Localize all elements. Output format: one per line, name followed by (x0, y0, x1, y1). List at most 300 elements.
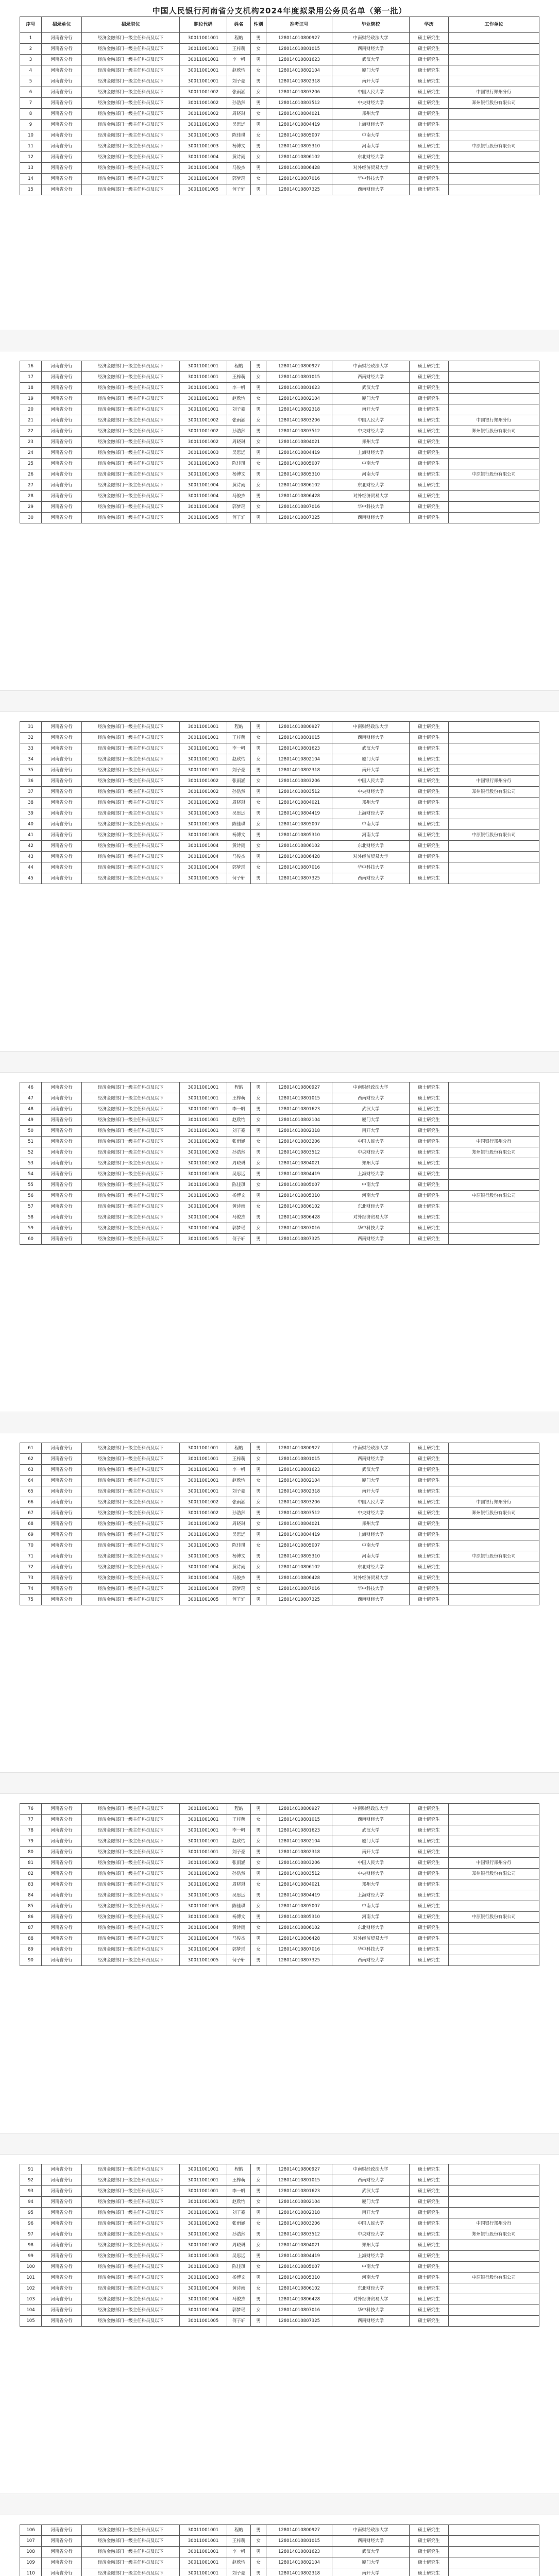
table-cell: 女 (251, 394, 266, 404)
table-cell: 何子轩 (227, 184, 251, 195)
table-cell: 硕士研究生 (410, 2305, 449, 2316)
table-cell: 128014010800927 (266, 361, 332, 372)
table-cell: 河南省分行 (42, 448, 82, 459)
table-cell: 30011001004 (180, 862, 227, 873)
table-cell: 128014010803512 (266, 1508, 332, 1519)
table-cell: 南开大学 (332, 1126, 410, 1137)
table-cell: 30011001001 (180, 361, 227, 372)
table-cell (449, 1234, 539, 1245)
table-row (20, 1223, 539, 1234)
table-cell: 30011001003 (180, 2262, 227, 2273)
table-cell: 河南省分行 (42, 2557, 82, 2568)
table-cell: 程皓 (227, 2525, 251, 2536)
table-cell: 经济金融部门一级主任科员及以下 (82, 1191, 180, 1201)
table-cell: 中国人民大学 (332, 415, 410, 426)
table-cell: 中原银行股份有限公司 (449, 1191, 539, 1201)
roster-page (20, 1443, 539, 1605)
table-cell: 男 (251, 873, 266, 884)
table-cell: 58 (20, 1212, 42, 1223)
table-cell: 经济金融部门一级主任科员及以下 (82, 448, 180, 459)
table-cell: 河南省分行 (42, 2273, 82, 2283)
table-cell: 上海财经大学 (332, 808, 410, 819)
table-cell: 女 (251, 415, 266, 426)
table-cell: 67 (20, 1508, 42, 1519)
table-cell: 硕士研究生 (410, 1497, 449, 1508)
table-row (20, 491, 539, 502)
table-cell: 南开大学 (332, 2208, 410, 2218)
table-cell: 77 (20, 1815, 42, 1825)
table-cell: 河南省分行 (42, 491, 82, 502)
table-cell: 河南省分行 (42, 1530, 82, 1540)
table-cell: 经济金融部门一级主任科员及以下 (82, 1115, 180, 1126)
table-row (20, 404, 539, 415)
table-cell: 杨博文 (227, 1912, 251, 1923)
table-cell (449, 1584, 539, 1595)
table-cell: 对外经济贸易大学 (332, 2294, 410, 2305)
table-cell: 河南省分行 (42, 1901, 82, 1912)
table-row (20, 130, 539, 141)
table-cell: 刘子豪 (227, 76, 251, 87)
table-cell: 河南省分行 (42, 459, 82, 469)
table-cell: 30011001002 (180, 1879, 227, 1890)
table-cell: 王梓萌 (227, 1093, 251, 1104)
table-cell: 男 (251, 787, 266, 798)
table-cell: 河南省分行 (42, 2568, 82, 2576)
table-cell: 河南省分行 (42, 1934, 82, 1944)
table-cell: 郑州银行股份有限公司 (449, 1508, 539, 1519)
table-cell: 30011001003 (180, 1912, 227, 1923)
table-cell: 河南省分行 (42, 1234, 82, 1245)
table-cell: 陈佳琪 (227, 130, 251, 141)
table-cell: 河南省分行 (42, 502, 82, 513)
table-cell: 河南省分行 (42, 2208, 82, 2218)
table-cell: 河南省分行 (42, 76, 82, 87)
table-cell: 38 (20, 798, 42, 808)
table-cell: 河南省分行 (42, 1573, 82, 1584)
table-cell: 河南省分行 (42, 2305, 82, 2316)
table-cell: 硕士研究生 (410, 163, 449, 174)
table-cell (449, 873, 539, 884)
table-cell: 河南省分行 (42, 1191, 82, 1201)
table-cell: 武汉大学 (332, 743, 410, 754)
table-cell: 华中科技大学 (332, 502, 410, 513)
table-cell: 河南省分行 (42, 1443, 82, 1454)
table-cell: 110 (20, 2568, 42, 2576)
table-cell: 经济金融部门一级主任科员及以下 (82, 2557, 180, 2568)
table-cell: 河南省分行 (42, 1595, 82, 1605)
table-cell: 30011001001 (180, 2547, 227, 2557)
table-row (20, 873, 539, 884)
table-cell: 郑州大学 (332, 2240, 410, 2251)
table-row (20, 2229, 539, 2240)
table-cell: 30011001002 (180, 1858, 227, 1869)
table-cell: 30011001004 (180, 1573, 227, 1584)
table-cell: 河南省分行 (42, 2229, 82, 2240)
table-cell: 经济金融部门一级主任科员及以下 (82, 1201, 180, 1212)
table-cell: 硕士研究生 (410, 87, 449, 98)
table-cell: 128014010804419 (266, 808, 332, 819)
table-cell: 男 (251, 743, 266, 754)
table-cell (449, 765, 539, 776)
table-cell: 吴思远 (227, 2251, 251, 2262)
table-cell: 河南省分行 (42, 1223, 82, 1234)
table-cell: 经济金融部门一级主任科员及以下 (82, 1869, 180, 1879)
table-row (20, 1180, 539, 1191)
table-cell: 孙浩然 (227, 426, 251, 437)
table-cell: 河南大学 (332, 1912, 410, 1923)
table-cell: 硕士研究生 (410, 1180, 449, 1191)
table-cell: 王梓萌 (227, 733, 251, 743)
table-cell: 经济金融部门一级主任科员及以下 (82, 819, 180, 830)
table-row (20, 1201, 539, 1212)
table-cell: 女 (251, 2305, 266, 2316)
table-cell: 河南省分行 (42, 1584, 82, 1595)
table-cell (449, 1847, 539, 1858)
table-cell: 河南省分行 (42, 2186, 82, 2197)
table-cell: 上海财经大学 (332, 1530, 410, 1540)
table-cell: 经济金融部门一级主任科员及以下 (82, 1169, 180, 1180)
table-cell: 30011001002 (180, 2240, 227, 2251)
table-cell: 硕士研究生 (410, 2240, 449, 2251)
table-cell: 河南省分行 (42, 383, 82, 394)
table-cell: 刘子豪 (227, 2568, 251, 2576)
table-cell: 硕士研究生 (410, 1126, 449, 1137)
table-cell: 硕士研究生 (410, 1804, 449, 1815)
table-cell (449, 1934, 539, 1944)
table-cell: 女 (251, 2240, 266, 2251)
table-cell: 128014010801015 (266, 733, 332, 743)
table-row (20, 2175, 539, 2186)
table-cell: 30011001001 (180, 76, 227, 87)
table-cell: 75 (20, 1595, 42, 1605)
table-cell: 上海财经大学 (332, 120, 410, 130)
table-cell: 73 (20, 1573, 42, 1584)
table-row (20, 2197, 539, 2208)
table-cell: 中原银行股份有限公司 (449, 1551, 539, 1562)
column-header: 毕业院校 (332, 17, 410, 33)
table-cell: 何子轩 (227, 1955, 251, 1966)
roster-page (20, 1082, 539, 1245)
table-cell: 经济金融部门一级主任科员及以下 (82, 184, 180, 195)
table-cell (449, 852, 539, 862)
table-cell: 河南省分行 (42, 513, 82, 523)
table-cell: 女 (251, 1944, 266, 1955)
table-cell: 30011001001 (180, 754, 227, 765)
table-cell: 硕士研究生 (410, 819, 449, 830)
table-cell: 男 (251, 1912, 266, 1923)
table-cell: 河南省分行 (42, 437, 82, 448)
table-cell: 128014010800927 (266, 722, 332, 733)
table-cell: 128014010807016 (266, 1944, 332, 1955)
table-cell: 30011001001 (180, 2208, 227, 2218)
table-cell: 孙浩然 (227, 2229, 251, 2240)
table-cell: 经济金融部门一级主任科员及以下 (82, 404, 180, 415)
table-cell (449, 1454, 539, 1465)
roster-page (20, 2524, 539, 2576)
table-cell: 男 (251, 1104, 266, 1115)
table-cell: 经济金融部门一级主任科员及以下 (82, 394, 180, 404)
table-cell (449, 733, 539, 743)
table-cell: 郑州银行股份有限公司 (449, 787, 539, 798)
table-row (20, 2316, 539, 2327)
table-cell: 128014010806102 (266, 1201, 332, 1212)
table-row (20, 1869, 539, 1879)
table-cell: 30011001002 (180, 1497, 227, 1508)
table-cell: 30011001002 (180, 98, 227, 109)
table-cell: 经济金融部门一级主任科员及以下 (82, 426, 180, 437)
table-cell: 男 (251, 1955, 266, 1966)
table-cell: 硕士研究生 (410, 1815, 449, 1825)
table-cell: 刘子豪 (227, 404, 251, 415)
table-row (20, 1137, 539, 1147)
table-cell: 71 (20, 1551, 42, 1562)
table-cell: 经济金融部门一级主任科员及以下 (82, 1540, 180, 1551)
table-cell: 128014010801015 (266, 1093, 332, 1104)
table-cell: 30011001001 (180, 33, 227, 44)
table-cell: 硕士研究生 (410, 2262, 449, 2273)
table-cell: 128014010803512 (266, 426, 332, 437)
table-cell: 王梓萌 (227, 2536, 251, 2547)
table-cell: 经济金融部门一级主任科员及以下 (82, 1584, 180, 1595)
table-cell: 11 (20, 141, 42, 152)
table-cell: 硕士研究生 (410, 437, 449, 448)
table-cell: 女 (251, 1093, 266, 1104)
table-row (20, 2557, 539, 2568)
table-cell: 经济金融部门一级主任科员及以下 (82, 437, 180, 448)
table-cell: 南开大学 (332, 1847, 410, 1858)
table-cell: 男 (251, 1890, 266, 1901)
table-cell: 经济金融部门一级主任科员及以下 (82, 2305, 180, 2316)
table-cell: 30011001001 (180, 1093, 227, 1104)
table-cell: 硕士研究生 (410, 459, 449, 469)
table-cell: 硕士研究生 (410, 491, 449, 502)
table-cell: 李一帆 (227, 55, 251, 65)
table-cell: 硕士研究生 (410, 394, 449, 404)
table-cell: 程皓 (227, 1082, 251, 1093)
table-row (20, 513, 539, 523)
table-cell: 东北财经大学 (332, 1562, 410, 1573)
table-cell: 66 (20, 1497, 42, 1508)
table-cell: 硕士研究生 (410, 808, 449, 819)
table-cell: 97 (20, 2229, 42, 2240)
table-cell: 39 (20, 808, 42, 819)
table-cell: 经济金融部门一级主任科员及以下 (82, 1137, 180, 1147)
table-cell: 128014010807325 (266, 1955, 332, 1966)
table-cell: 经济金融部门一级主任科员及以下 (82, 765, 180, 776)
table-cell (449, 404, 539, 415)
table-cell: 女 (251, 1454, 266, 1465)
table-cell (449, 1825, 539, 1836)
table-cell: 30011001001 (180, 2186, 227, 2197)
table-cell (449, 798, 539, 808)
table-cell: 128014010806428 (266, 1212, 332, 1223)
table-cell: 河南省分行 (42, 174, 82, 184)
table-cell: 女 (251, 733, 266, 743)
table-cell: 硕士研究生 (410, 2316, 449, 2327)
table-cell: 30011001003 (180, 141, 227, 152)
table-cell (449, 2316, 539, 2327)
table-cell (449, 2525, 539, 2536)
table-cell: 赵欣怡 (227, 2197, 251, 2208)
table-cell (449, 2557, 539, 2568)
table-cell: 河南省分行 (42, 1519, 82, 1530)
table-cell: 河南省分行 (42, 1212, 82, 1223)
table-cell: 99 (20, 2251, 42, 2262)
table-cell: 128014010802104 (266, 65, 332, 76)
table-cell: 经济金融部门一级主任科员及以下 (82, 55, 180, 65)
roster-table (20, 1803, 539, 1966)
table-cell: 经济金融部门一级主任科员及以下 (82, 491, 180, 502)
table-row (20, 2186, 539, 2197)
table-cell (449, 163, 539, 174)
table-cell: 30011001001 (180, 383, 227, 394)
table-cell: 吴思远 (227, 120, 251, 130)
table-cell: 中国银行郑州分行 (449, 1858, 539, 1869)
table-cell: 128014010804021 (266, 798, 332, 808)
table-cell: 女 (251, 776, 266, 787)
table-cell: 厦门大学 (332, 1476, 410, 1486)
table-cell: 中国人民大学 (332, 1858, 410, 1869)
table-cell: 30011001004 (180, 1923, 227, 1934)
roster-table (20, 1443, 539, 1605)
table-cell: 硕士研究生 (410, 44, 449, 55)
table-cell: 中原银行股份有限公司 (449, 1912, 539, 1923)
table-cell: 30011001001 (180, 2175, 227, 2186)
table-cell: 硕士研究生 (410, 1923, 449, 1934)
table-cell: 硕士研究生 (410, 1465, 449, 1476)
table-cell: 女 (251, 862, 266, 873)
table-cell: 郭梦瑶 (227, 862, 251, 873)
table-cell: 经济金融部门一级主任科员及以下 (82, 502, 180, 513)
table-cell: 52 (20, 1147, 42, 1158)
table-cell: 128014010807325 (266, 2316, 332, 2327)
table-cell: 中国银行郑州分行 (449, 415, 539, 426)
table-cell: 硕士研究生 (410, 1486, 449, 1497)
column-header: 招录单位 (42, 17, 82, 33)
table-cell: 河南省分行 (42, 2262, 82, 2273)
table-cell: 东北财经大学 (332, 480, 410, 491)
table-cell: 硕士研究生 (410, 1519, 449, 1530)
table-cell (449, 1093, 539, 1104)
table-cell: 张雨涵 (227, 1497, 251, 1508)
table-cell: 65 (20, 1486, 42, 1497)
table-cell: 128014010806102 (266, 152, 332, 163)
table-cell: 中南大学 (332, 1540, 410, 1551)
table-row (20, 1804, 539, 1815)
table-cell: 128014010807325 (266, 184, 332, 195)
roster-table (20, 721, 539, 884)
table-cell: 南开大学 (332, 2568, 410, 2576)
table-cell: 男 (251, 33, 266, 44)
table-cell: 南开大学 (332, 404, 410, 415)
table-cell: 河南省分行 (42, 754, 82, 765)
table-cell: 128014010804419 (266, 1890, 332, 1901)
table-cell: 128014010805007 (266, 459, 332, 469)
table-row (20, 1508, 539, 1519)
table-row (20, 776, 539, 787)
table-cell: 96 (20, 2218, 42, 2229)
table-cell: 128014010801623 (266, 1465, 332, 1476)
table-row (20, 184, 539, 195)
table-cell: 128014010802104 (266, 394, 332, 404)
table-cell (449, 862, 539, 873)
table-cell: 30011001001 (180, 2557, 227, 2568)
table-cell: 经济金融部门一级主任科员及以下 (82, 383, 180, 394)
table-row (20, 1158, 539, 1169)
table-cell: 周晓琳 (227, 109, 251, 120)
column-header: 姓名 (227, 17, 251, 33)
table-cell: 91 (20, 2164, 42, 2175)
table-cell: 14 (20, 174, 42, 184)
table-cell: 经济金融部门一级主任科员及以下 (82, 2262, 180, 2273)
table-row (20, 1825, 539, 1836)
table-cell: 女 (251, 2197, 266, 2208)
table-cell: 河南省分行 (42, 733, 82, 743)
table-cell: 30011001003 (180, 130, 227, 141)
table-cell: 男 (251, 491, 266, 502)
table-cell: 经济金融部门一级主任科员及以下 (82, 1180, 180, 1191)
table-cell: 经济金融部门一级主任科员及以下 (82, 787, 180, 798)
table-cell: 河南省分行 (42, 776, 82, 787)
table-cell (449, 55, 539, 65)
table-cell: 中央财经大学 (332, 787, 410, 798)
table-cell: 西南财经大学 (332, 2536, 410, 2547)
table-row (20, 33, 539, 44)
table-cell: 赵欣怡 (227, 1115, 251, 1126)
table-cell (449, 1595, 539, 1605)
table-row (20, 1443, 539, 1454)
table-cell: 马俊杰 (227, 1573, 251, 1584)
table-cell (449, 1540, 539, 1551)
table-cell: 河南省分行 (42, 1562, 82, 1573)
table-cell: 经济金融部门一级主任科员及以下 (82, 2273, 180, 2283)
table-cell: 硕士研究生 (410, 2525, 449, 2536)
table-row (20, 787, 539, 798)
table-cell: 西南财经大学 (332, 44, 410, 55)
table-row (20, 2218, 539, 2229)
table-cell (449, 1530, 539, 1540)
table-cell: 吴思远 (227, 448, 251, 459)
table-cell: 赵欣怡 (227, 65, 251, 76)
table-cell: 30011001001 (180, 2197, 227, 2208)
table-cell: 硕士研究生 (410, 130, 449, 141)
table-cell (449, 754, 539, 765)
page-break (0, 690, 559, 712)
table-row (20, 469, 539, 480)
table-cell: 女 (251, 1115, 266, 1126)
table-cell: 硕士研究生 (410, 776, 449, 787)
table-cell: 男 (251, 808, 266, 819)
table-cell: 河南省分行 (42, 2283, 82, 2294)
table-cell: 128014010806428 (266, 163, 332, 174)
table-cell: 女 (251, 2557, 266, 2568)
table-cell: 对外经济贸易大学 (332, 1934, 410, 1944)
table-cell: 河南省分行 (42, 1169, 82, 1180)
table-cell: 何子轩 (227, 513, 251, 523)
table-cell (449, 120, 539, 130)
table-cell: 男 (251, 361, 266, 372)
table-cell: 南开大学 (332, 1486, 410, 1497)
table-cell: 河南省分行 (42, 1093, 82, 1104)
table-cell: 30011001003 (180, 808, 227, 819)
table-cell: 128014010805310 (266, 469, 332, 480)
table-cell: 何子轩 (227, 873, 251, 884)
table-cell: 128014010802318 (266, 76, 332, 87)
table-cell: 128014010803206 (266, 2218, 332, 2229)
table-cell: 硕士研究生 (410, 1508, 449, 1519)
table-cell (449, 361, 539, 372)
table-cell: 张雨涵 (227, 87, 251, 98)
